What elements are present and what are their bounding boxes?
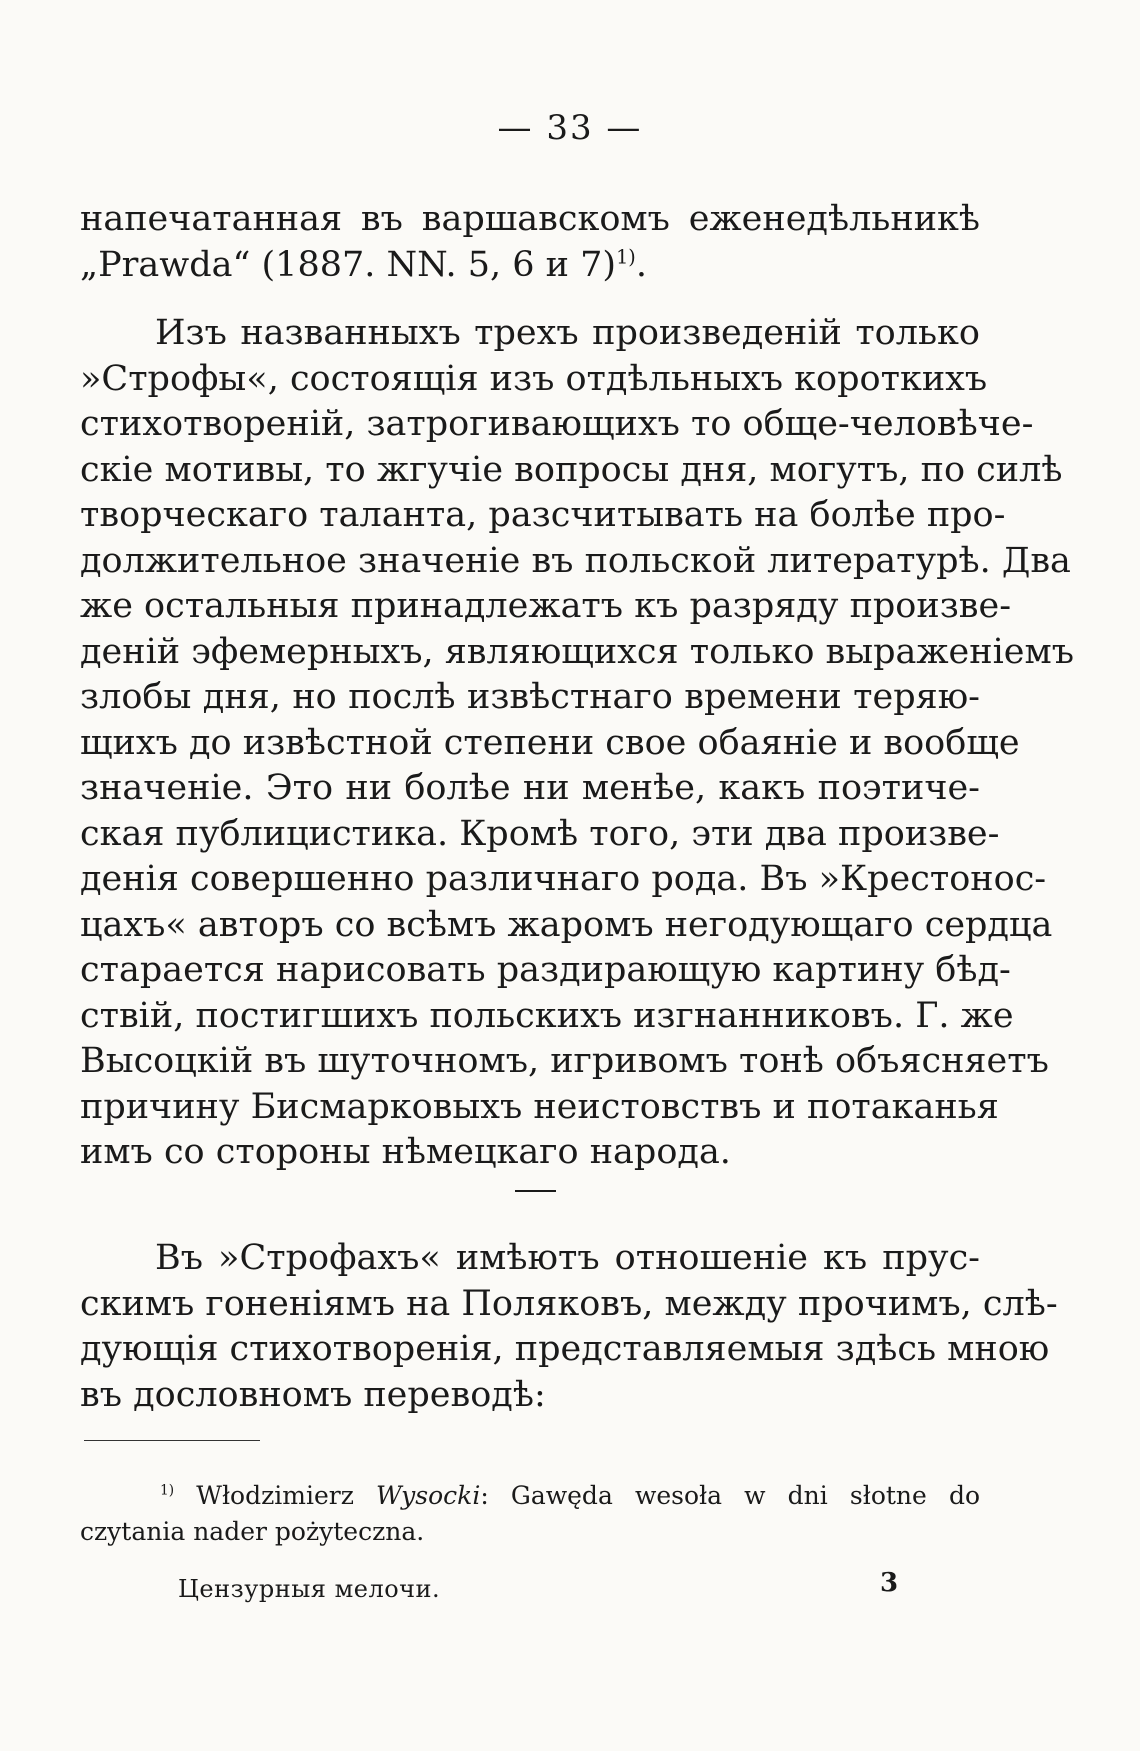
text-line: цахъ« авторъ со всѣмъ жаромъ негодующаго сердца [80, 904, 1053, 945]
text-line: Изъ названныхъ трехъ произведеній только [155, 313, 980, 353]
text-line: скіе мотивы, то жгучіе вопросы дня, могутъ, по силѣ [80, 449, 1063, 490]
text-line: ствій, постигшихъ польскихъ изгнанниковъ. Г. же [80, 995, 1014, 1036]
paragraph-works-overview [80, 311, 1074, 1176]
text-line: стихотвореній, затрогивающихъ то обще-человѣче- [80, 404, 1034, 444]
text-line: же остальныя принадлежатъ къ разряду произве- [80, 586, 1012, 626]
signature-title: Цензурныя мелочи. [178, 1575, 441, 1603]
text-line: имъ со стороны нѣмецкаго народа. [80, 1132, 731, 1172]
text-line: причину Бисмарковыхъ неистовствъ и потаканья [80, 1086, 999, 1127]
text-line: деній эфемерныхъ, являющихся только выраженіемъ [80, 631, 1074, 672]
footnote-line: czytania nader pożyteczna. [80, 1517, 425, 1546]
text-line: напечатанная въ варшавскомъ еженедѣльникѣ [80, 199, 980, 239]
section-divider [515, 1190, 556, 1192]
text-line: творческаго таланта, разсчитывать на болѣе про- [80, 495, 1006, 535]
footnote-reference: 1) [616, 244, 636, 268]
footnote-rule [84, 1440, 260, 1441]
text-line: скимъ гоненіямъ на Поляковъ, между прочимъ, слѣ- [80, 1283, 1058, 1324]
text-line: злобы дня, но послѣ извѣстнаго времени теряю- [80, 677, 980, 717]
text-line: денія совершенно различнаго рода. Въ »Крестонос- [80, 859, 1047, 899]
text-line: въ дословномъ переводѣ: [80, 1374, 546, 1415]
paragraph-continuation [80, 197, 980, 288]
text-line: Въ »Строфахъ« имѣютъ отношеніе къ прус- [155, 1238, 980, 1278]
text-fragment: . [635, 244, 647, 285]
text-line: »Строфы«, состоящія изъ отдѣльныхъ короткихъ [80, 358, 988, 399]
text-fragment: „Prawda“ (1887. NN. 5, 6 и 7) [80, 244, 617, 285]
text-line: Высоцкій въ шуточномъ, игривомъ тонѣ объясняетъ [80, 1041, 1049, 1081]
text-line: старается нарисовать раздирающую картину бѣд- [80, 950, 1011, 990]
text-line: щихъ до извѣстной степени свое обаяніе и вообще [80, 722, 1020, 763]
paragraph-strophes-intro [80, 1236, 1058, 1418]
text-line: должительное значеніе въ польской литературѣ. Два [80, 540, 1071, 581]
page-number: — 33 — [497, 108, 643, 148]
footnote [80, 1478, 980, 1550]
text-line: дующія стихотворенія, представляемыя здѣсь мною [80, 1329, 1050, 1369]
footnote-author-last: Wysocki [376, 1481, 481, 1510]
footnote-line [80, 1478, 980, 1514]
footnote-title: : Gawęda wesoła w dni słotne do [480, 1481, 980, 1510]
signature-sheet-number: 3 [880, 1568, 899, 1598]
text-line: ская публицистика. Кромѣ того, эти два произве- [80, 813, 1000, 854]
text-line: значеніе. Это ни болѣе ни менѣе, какъ поэтиче- [80, 768, 980, 808]
text-line [80, 243, 980, 289]
footnote-author-first: Włodzimierz [196, 1481, 354, 1510]
footnote-marker: 1) [160, 1482, 175, 1499]
